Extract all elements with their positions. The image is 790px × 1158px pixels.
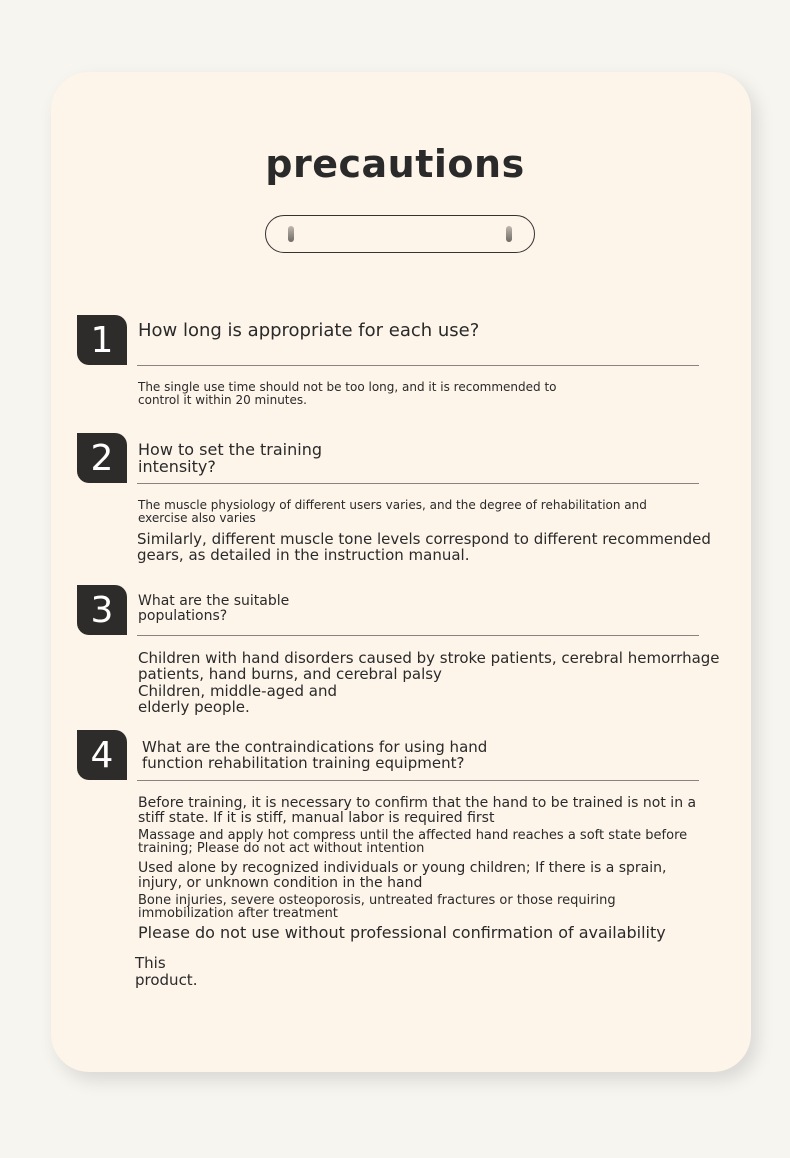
section-text-3a: Children with hand disorders caused by stroke patients, cerebral hemorrhage patients, hand burns, and cerebral palsy [138,649,720,683]
section-text-4c: Used alone by recognized individuals or young children; If there is a sprain, injury, or unknown condition in the hand [138,860,667,891]
pill-right-icon [506,226,512,242]
section-question-1: How long is appropriate for each use? [138,320,480,341]
section-text-4f: This product. [135,954,198,989]
section-divider-3 [137,635,699,636]
section-number-4: 4 [77,730,127,780]
section-divider-4 [137,780,699,781]
pill-left-icon [288,226,294,242]
section-text-2a: The muscle physiology of different users varies, and the degree of rehabilitation and exercise also varies [138,498,647,525]
section-question-4: What are the contraindications for using hand function rehabilitation training equipment? [142,738,488,772]
section-text-4b: Massage and apply hot compress until the affected hand reaches a soft state before training; Please do not act without intention [138,828,688,856]
section-number-1: 1 [77,315,127,365]
section-text-4e: Please do not use without professional confirmation of availability [138,923,666,942]
decorative-pill [265,215,535,253]
section-text-4d: Bone injuries, severe osteoporosis, untreated fractures or those requiring immobilization after treatment [138,893,616,921]
section-divider-1 [137,365,699,366]
section-text-3b: Children, middle-aged and elderly people. [138,682,338,716]
section-text-1: The single use time should not be too long, and it is recommended to control it within 20 minutes. [138,380,557,407]
page-title: precautions [265,142,525,186]
section-text-2b: Similarly, different muscle tone levels correspond to different recommended gears, as detailed in the instruction manual. [137,530,711,564]
section-number-2: 2 [77,433,127,483]
section-divider-2 [137,483,699,484]
section-question-2: How to set the training intensity? [138,440,323,476]
section-number-3: 3 [77,585,127,635]
section-text-4a: Before training, it is necessary to confirm that the hand to be trained is not in a stiff state. If it is stiff, manual labor is required first [138,795,697,826]
section-question-3: What are the suitable populations? [138,593,290,624]
